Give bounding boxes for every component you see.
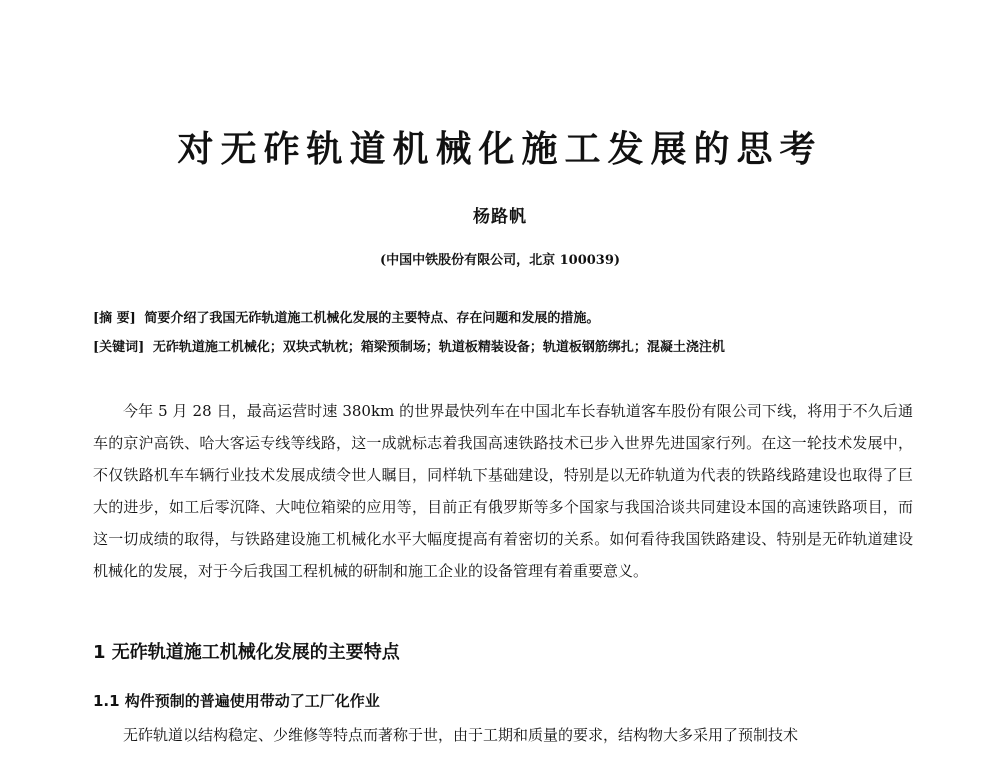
- abstract-line: [93, 309, 953, 329]
- paper-title: 对无砟轨道机械化施工发展的思考: [177, 128, 823, 170]
- keywords-line: [93, 338, 953, 358]
- author-name: 杨路帆: [473, 207, 527, 227]
- keywords-label: [关键词]: [93, 340, 145, 355]
- abstract-label: [摘 要]: [93, 311, 136, 326]
- section-1-1-paragraph: 无砟轨道以结构稳定、少维修等特点而著称于世，由于工期和质量的要求，结构物大多采用了预制技术: [123, 726, 799, 744]
- section-1-heading: 1 无砟轨道施工机械化发展的主要特点: [93, 642, 400, 663]
- keywords-text: 无砟轨道施工机械化；双块式轨枕；箱梁预制场；轨道板精装设备；轨道板钢筋绑扎；混凝土浇注机: [152, 340, 725, 355]
- section-1-1-heading: 1.1 构件预制的普遍使用带动了工厂化作业: [93, 692, 380, 710]
- author-affiliation: (中国中铁股份有限公司，北京 100039): [379, 253, 621, 268]
- intro-paragraph: 今年 5 月 28 日，最高运营时速 380km 的世界最快列车在中国北车长春轨道客车股份有限公司下线，将用于不久后通车的京沪高铁、哈大客运专线等线路，这一成就标志着我国高速铁路技术已步入世界先进国家行列。在这一轮技术发展中，不仅铁路机车车辆行业技术发展成绩令世人瞩目，同样轨下基础建设，特别是以无砟轨道为代表的铁路线路建设也取得了巨大的进步，如工后零沉降、大吨位箱梁的应用等，目前正有俄罗斯等多个国家与我国洽谈共同建设本国的高速铁路项目，而这一切成绩的取得，与铁路建设施工机械化水平大幅度提高有着密切的关系。如何看待我国铁路建设、特别是无砟轨道建设机械化的发展，对于今后我国工程机械的研制和施工企业的设备管理有着重要意义。: [93, 402, 913, 580]
- abstract-text: 简要介绍了我国无砟轨道施工机械化发展的主要特点、存在问题和发展的措施。: [144, 311, 600, 326]
